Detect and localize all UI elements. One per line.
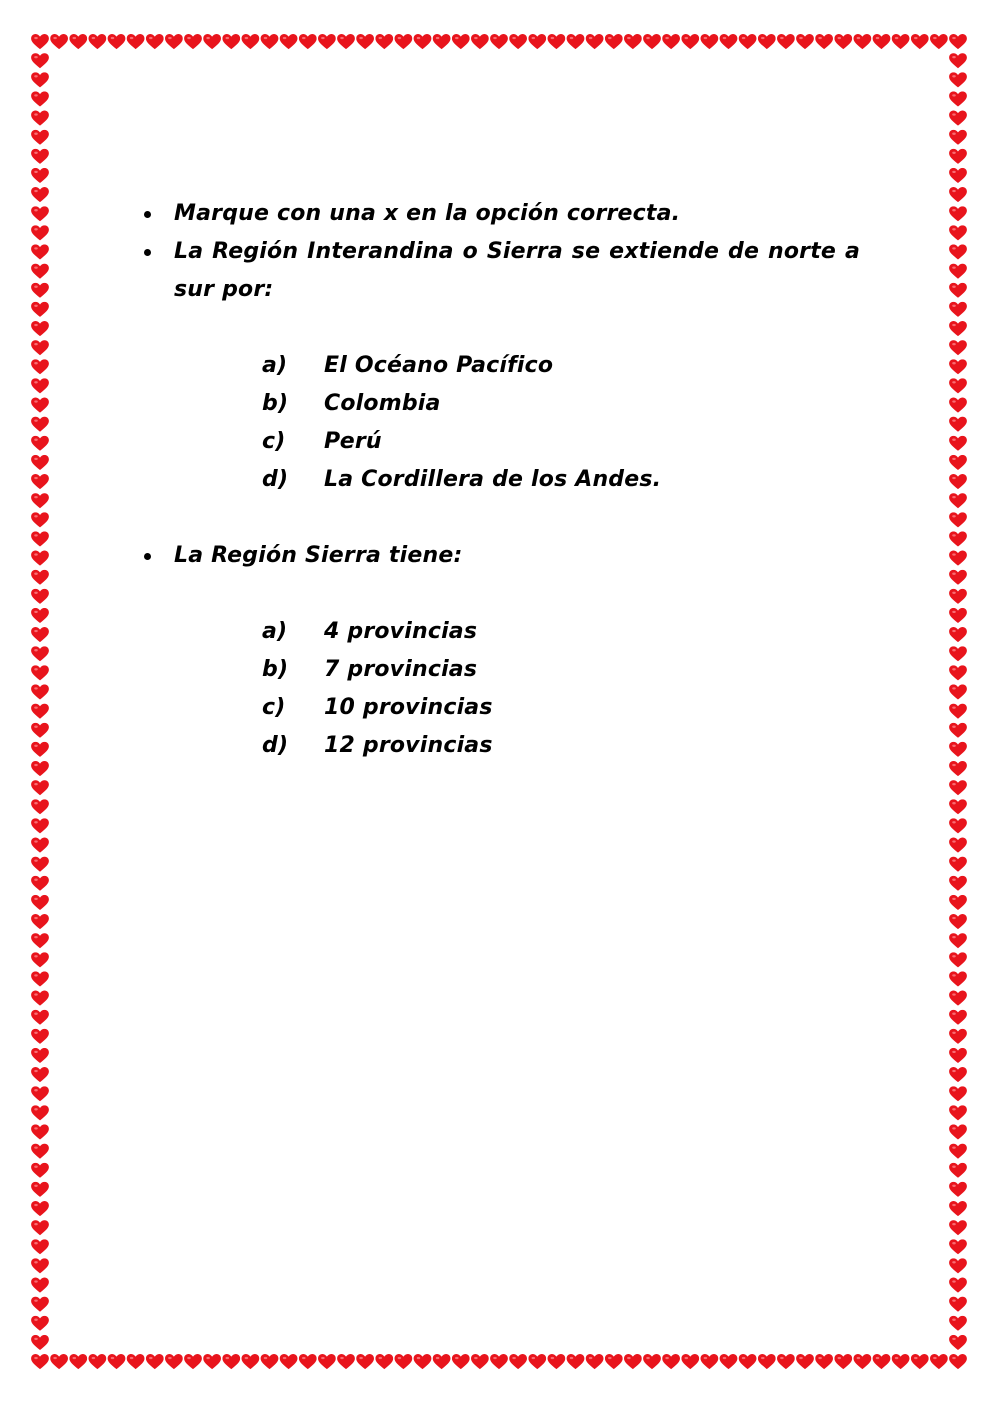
heart-icon <box>50 34 68 49</box>
heart-icon <box>127 1354 145 1369</box>
heart-icon <box>949 1335 967 1350</box>
heart-icon <box>31 321 49 336</box>
heart-icon <box>528 1354 546 1369</box>
heart-icon <box>31 206 49 221</box>
heart-icon <box>31 627 49 642</box>
heart-icon <box>949 302 967 317</box>
heart-icon <box>337 34 355 49</box>
heart-icon <box>949 1105 967 1120</box>
heart-icon <box>605 1354 623 1369</box>
option-item[interactable] <box>140 651 860 689</box>
heart-icon <box>31 608 49 623</box>
heart-icon <box>949 436 967 451</box>
option-item[interactable] <box>140 385 860 423</box>
heart-icon <box>31 417 49 432</box>
option-letter: a) <box>262 353 288 378</box>
heart-icon <box>949 780 967 795</box>
heart-icon <box>758 1354 776 1369</box>
heart-icon <box>318 1354 336 1369</box>
heart-icon <box>949 1163 967 1178</box>
option-item[interactable] <box>140 461 860 499</box>
heart-icon <box>31 493 49 508</box>
heart-icon <box>949 283 967 298</box>
heart-icon <box>31 1354 49 1369</box>
heart-icon <box>261 1354 279 1369</box>
heart-icon <box>949 474 967 489</box>
heart-icon <box>31 264 49 279</box>
option-text: 4 provincias <box>324 619 478 644</box>
heart-icon <box>452 1354 470 1369</box>
heart-icon <box>31 512 49 527</box>
heart-icon <box>375 1354 393 1369</box>
heart-icon <box>930 1354 948 1369</box>
heart-icon <box>261 34 279 49</box>
heart-icon <box>433 34 451 49</box>
heart-icon <box>949 1067 967 1082</box>
heart-icon <box>318 34 336 49</box>
question2-bullet <box>140 537 860 575</box>
heart-icon <box>567 1354 585 1369</box>
heart-icon <box>452 34 470 49</box>
heart-icon <box>624 1354 642 1369</box>
heart-icon <box>662 34 680 49</box>
heart-icon <box>949 895 967 910</box>
heart-icon <box>892 1354 910 1369</box>
heart-icon <box>31 952 49 967</box>
heart-icon <box>873 34 891 49</box>
heart-icon <box>31 225 49 240</box>
heart-icon <box>892 34 910 49</box>
heart-icon <box>31 1239 49 1254</box>
heart-icon <box>31 1048 49 1063</box>
heart-icon <box>949 1182 967 1197</box>
heart-icon <box>949 264 967 279</box>
heart-icon <box>949 723 967 738</box>
heart-icon <box>949 857 967 872</box>
heart-icon <box>586 1354 604 1369</box>
heart-icon <box>949 378 967 393</box>
heart-icon <box>796 34 814 49</box>
heart-icon <box>89 1354 107 1369</box>
heart-icon <box>127 34 145 49</box>
heart-icon <box>949 1144 967 1159</box>
heart-icon <box>414 34 432 49</box>
heart-icon <box>949 627 967 642</box>
heart-icon <box>911 34 929 49</box>
option-text: Perú <box>324 429 382 454</box>
heart-icon <box>796 1354 814 1369</box>
heart-icon <box>31 244 49 259</box>
option-text: El Océano Pacífico <box>324 353 554 378</box>
heart-icon <box>69 34 87 49</box>
heart-icon <box>203 34 221 49</box>
heart-icon <box>949 340 967 355</box>
heart-icon <box>31 1335 49 1350</box>
heart-icon <box>949 512 967 527</box>
heart-icon <box>31 1029 49 1044</box>
heart-icon <box>949 1258 967 1273</box>
heart-icon <box>31 1105 49 1120</box>
heart-icon <box>31 531 49 546</box>
option-letter: b) <box>262 657 289 682</box>
heart-icon <box>31 646 49 661</box>
heart-icon <box>949 493 967 508</box>
heart-icon <box>949 1086 967 1101</box>
heart-icon <box>949 818 967 833</box>
heart-icon <box>31 1163 49 1178</box>
heart-icon <box>31 876 49 891</box>
heart-icon <box>586 34 604 49</box>
heart-icon <box>146 34 164 49</box>
heart-icon <box>873 1354 891 1369</box>
heart-icon <box>242 1354 260 1369</box>
heart-icon <box>949 149 967 164</box>
heart-icon <box>949 321 967 336</box>
heart-icon <box>31 818 49 833</box>
option-letter: b) <box>262 391 289 416</box>
heart-icon <box>949 398 967 413</box>
option-letter: d) <box>262 733 289 758</box>
heart-icon <box>356 1354 374 1369</box>
heart-icon <box>949 53 967 68</box>
heart-icon <box>739 1354 757 1369</box>
heart-icon <box>31 1144 49 1159</box>
question1-bullet <box>140 233 860 309</box>
heart-icon <box>31 1201 49 1216</box>
heart-icon <box>31 761 49 776</box>
heart-icon <box>337 1354 355 1369</box>
heart-icon <box>949 952 967 967</box>
option-item[interactable] <box>140 689 860 727</box>
heart-icon <box>949 1124 967 1139</box>
heart-icon <box>777 1354 795 1369</box>
heart-icon <box>395 34 413 49</box>
heart-icon <box>701 1354 719 1369</box>
heart-icon <box>949 225 967 240</box>
heart-icon <box>949 206 967 221</box>
heart-icon <box>31 378 49 393</box>
heart-icon <box>31 1316 49 1331</box>
heart-icon <box>222 34 240 49</box>
heart-icon <box>949 665 967 680</box>
worksheet-content <box>140 195 860 765</box>
heart-icon <box>203 1354 221 1369</box>
heart-icon <box>299 34 317 49</box>
heart-icon <box>69 1354 87 1369</box>
option-text: La Cordillera de los Andes. <box>324 467 662 492</box>
heart-icon <box>31 1182 49 1197</box>
heart-icon <box>605 34 623 49</box>
heart-icon <box>548 1354 566 1369</box>
heart-icon <box>720 1354 738 1369</box>
heart-icon <box>31 551 49 566</box>
heart-icon <box>949 130 967 145</box>
heart-icon <box>433 1354 451 1369</box>
heart-icon <box>949 531 967 546</box>
heart-icon <box>31 436 49 451</box>
heart-icon <box>31 971 49 986</box>
heart-icon <box>31 340 49 355</box>
heart-icon <box>949 359 967 374</box>
heart-icon <box>31 1258 49 1273</box>
heart-icon <box>949 111 967 126</box>
heart-icon <box>31 187 49 202</box>
bullet-icon <box>144 553 151 560</box>
heart-icon <box>949 570 967 585</box>
heart-icon <box>31 53 49 68</box>
heart-icon <box>854 34 872 49</box>
heart-icon <box>31 1086 49 1101</box>
heart-icon <box>949 1048 967 1063</box>
heart-icon <box>949 608 967 623</box>
heart-icon <box>681 34 699 49</box>
heart-icon <box>31 780 49 795</box>
option-item[interactable] <box>140 347 860 385</box>
heart-icon <box>949 551 967 566</box>
option-letter: a) <box>262 619 288 644</box>
heart-icon <box>949 971 967 986</box>
heart-icon <box>949 187 967 202</box>
heart-icon <box>31 455 49 470</box>
heart-icon <box>624 34 642 49</box>
heart-icon <box>31 398 49 413</box>
option-text: 12 provincias <box>324 733 493 758</box>
heart-icon <box>949 1029 967 1044</box>
instruction-bullet <box>140 195 860 233</box>
heart-icon <box>471 1354 489 1369</box>
heart-icon <box>280 34 298 49</box>
heart-icon <box>31 684 49 699</box>
heart-icon <box>949 684 967 699</box>
option-text: Colombia <box>324 391 441 416</box>
heart-icon <box>31 130 49 145</box>
option-item[interactable] <box>140 613 860 651</box>
heart-icon <box>490 1354 508 1369</box>
heart-icon <box>949 704 967 719</box>
option-letter: c) <box>262 695 286 720</box>
heart-icon <box>949 876 967 891</box>
heart-icon <box>184 1354 202 1369</box>
heart-icon <box>31 838 49 853</box>
heart-icon <box>31 1220 49 1235</box>
heart-icon <box>31 723 49 738</box>
heart-icon <box>31 111 49 126</box>
heart-icon <box>758 34 776 49</box>
heart-icon <box>509 1354 527 1369</box>
heart-icon <box>395 1354 413 1369</box>
option-letter: c) <box>262 429 286 454</box>
heart-icon <box>949 1354 967 1369</box>
heart-icon <box>949 646 967 661</box>
heart-icon <box>31 933 49 948</box>
heart-icon <box>108 1354 126 1369</box>
heart-icon <box>31 91 49 106</box>
heart-icon <box>31 168 49 183</box>
heart-icon <box>31 359 49 374</box>
heart-icon <box>414 1354 432 1369</box>
heart-icon <box>911 1354 929 1369</box>
question2-prompt: La Región Sierra tiene: <box>174 543 463 568</box>
heart-icon <box>701 34 719 49</box>
heart-icon <box>548 34 566 49</box>
heart-icon <box>184 34 202 49</box>
heart-icon <box>31 149 49 164</box>
bullet-icon <box>144 211 151 218</box>
heart-icon <box>50 1354 68 1369</box>
heart-icon <box>528 34 546 49</box>
heart-icon <box>949 1278 967 1293</box>
heart-icon <box>834 34 852 49</box>
option-text: 10 provincias <box>324 695 493 720</box>
heart-icon <box>299 1354 317 1369</box>
heart-icon <box>356 34 374 49</box>
heart-icon <box>834 1354 852 1369</box>
heart-icon <box>31 570 49 585</box>
heart-icon <box>31 991 49 1006</box>
question1-options <box>140 347 860 499</box>
heart-icon <box>108 34 126 49</box>
heart-icon <box>509 34 527 49</box>
heart-icon <box>949 1201 967 1216</box>
heart-icon <box>949 761 967 776</box>
heart-icon <box>222 1354 240 1369</box>
heart-icon <box>815 1354 833 1369</box>
heart-icon <box>89 34 107 49</box>
heart-icon <box>681 1354 699 1369</box>
heart-icon <box>949 589 967 604</box>
heart-icon <box>567 34 585 49</box>
heart-icon <box>949 933 967 948</box>
heart-icon <box>949 1297 967 1312</box>
option-letter: d) <box>262 467 289 492</box>
heart-icon <box>146 1354 164 1369</box>
heart-icon <box>777 34 795 49</box>
heart-icon <box>643 1354 661 1369</box>
question2-options <box>140 613 860 765</box>
heart-icon <box>31 895 49 910</box>
heart-icon <box>662 1354 680 1369</box>
heart-icon <box>242 34 260 49</box>
option-item[interactable] <box>140 423 860 461</box>
heart-icon <box>31 34 49 49</box>
heart-icon <box>31 474 49 489</box>
heart-icon <box>31 1010 49 1025</box>
heart-icon <box>949 1239 967 1254</box>
heart-icon <box>949 914 967 929</box>
bullet-icon <box>144 249 151 256</box>
heart-icon <box>490 34 508 49</box>
heart-icon <box>165 34 183 49</box>
heart-icon <box>815 34 833 49</box>
heart-icon <box>31 742 49 757</box>
heart-icon <box>375 34 393 49</box>
heart-icon <box>31 1297 49 1312</box>
heart-icon <box>31 283 49 298</box>
heart-icon <box>949 1316 967 1331</box>
option-text: 7 provincias <box>324 657 478 682</box>
heart-icon <box>31 589 49 604</box>
heart-icon <box>930 34 948 49</box>
heart-icon <box>31 914 49 929</box>
heart-icon <box>949 742 967 757</box>
heart-icon <box>643 34 661 49</box>
heart-icon <box>949 34 967 49</box>
heart-icon <box>949 72 967 87</box>
heart-icon <box>949 168 967 183</box>
heart-icon <box>854 1354 872 1369</box>
heart-icon <box>949 991 967 1006</box>
heart-icon <box>31 799 49 814</box>
heart-icon <box>949 1010 967 1025</box>
heart-icon <box>31 1278 49 1293</box>
heart-icon <box>471 34 489 49</box>
option-item[interactable] <box>140 727 860 765</box>
heart-icon <box>949 244 967 259</box>
heart-icon <box>31 665 49 680</box>
heart-icon <box>31 1067 49 1082</box>
heart-icon <box>949 838 967 853</box>
heart-icon <box>31 704 49 719</box>
heart-icon <box>949 417 967 432</box>
heart-icon <box>949 799 967 814</box>
heart-icon <box>949 91 967 106</box>
heart-icon <box>31 302 49 317</box>
heart-icon <box>280 1354 298 1369</box>
heart-icon <box>739 34 757 49</box>
instruction-text: Marque con una x en la opción correcta. <box>174 201 681 226</box>
heart-icon <box>31 72 49 87</box>
heart-icon <box>720 34 738 49</box>
heart-icon <box>31 1124 49 1139</box>
question1-prompt: La Región Interandina o Sierra se extiende de norte a sur por: <box>174 239 860 302</box>
heart-icon <box>949 455 967 470</box>
heart-icon <box>949 1220 967 1235</box>
heart-icon <box>165 1354 183 1369</box>
heart-icon <box>31 857 49 872</box>
